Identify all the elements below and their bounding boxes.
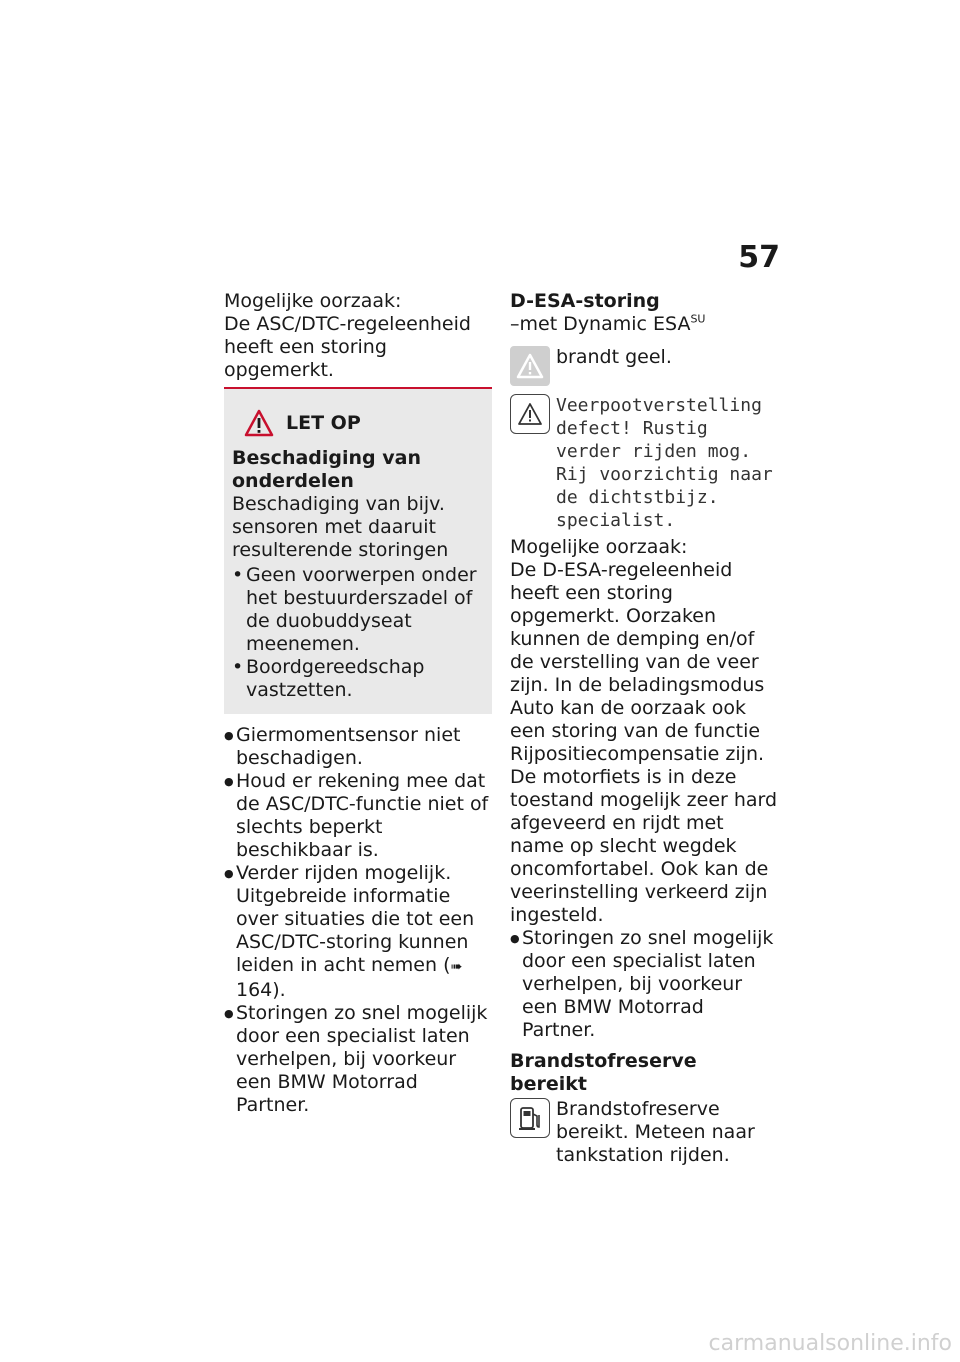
- left-column: [224, 290, 492, 1117]
- cause-text: De D-ESA-regeleenheid heeft een storing opgemerkt. Oorzaken kunnen de demping en/of de verstelling van de veer zijn. In de beladingsmodus Auto kan de oorzaak ook een storing van de functie Rijpositiecompensatie zijn. De motorfiets is in deze toestand mogelijk zeer hard afgeveerd en rijdt met name op slecht wegdek oncomfortabel. Ook kan de veerinstelling verkeerd zijn ingesteld.: [510, 559, 778, 926]
- page-number: 57: [738, 240, 780, 275]
- list-item-text: Verder rijden mogelijk. Uitgebreide informatie over situaties die tot een ASC/DTC-storing kunnen leiden in acht nemen: [236, 862, 475, 976]
- page-reference[interactable]: (➠ 164).: [236, 954, 462, 1001]
- list-item: ● Giermomentsensor niet beschadigen.: [224, 724, 492, 770]
- right-column: [510, 290, 780, 1167]
- fuel-heading: Brandstofreserve bereikt: [510, 1050, 697, 1095]
- warning-list-item: • Geen voorwerpen onder het bestuurderszadel of de duobuddyseat meenemen.: [232, 564, 484, 656]
- lamp-text: brandt geel.: [556, 346, 672, 368]
- warning-lamp-icon: [510, 346, 550, 386]
- right-bullet-list: [510, 927, 780, 1042]
- cause-label: Mogelijke oorzaak:: [510, 536, 688, 558]
- list-item: ● Houd er rekening mee dat de ASC/DTC-functie niet of slechts beperkt beschikbaar is.: [224, 770, 492, 862]
- warning-subtitle: Beschadiging van onderdelen: [232, 447, 421, 492]
- cause-label: Mogelijke oorzaak:: [224, 290, 402, 312]
- indicator-lamp-row: [510, 346, 780, 386]
- general-warning-icon: [510, 394, 550, 434]
- warning-list: [232, 564, 484, 702]
- fuel-pump-icon: [510, 1098, 550, 1138]
- warning-title: LET OP: [286, 411, 361, 434]
- warning-triangle-icon: [244, 409, 274, 437]
- display-message: Veerpootverstelling defect! Rustig verder rijden mog. Rij voorzichtig naar de dichtstbijz. specialist.: [556, 395, 773, 531]
- fuel-row: [510, 1098, 780, 1167]
- list-item: ● Storingen zo snel mogelijk door een specialist laten verhelpen, bij voorkeur een BMW Motorrad Partner.: [224, 1002, 492, 1117]
- section-subheading: –met Dynamic $ESA^{SU}$: [510, 312, 706, 335]
- warning-body: Beschadiging van bijv. sensoren met daaruit resulterende storingen: [232, 493, 449, 561]
- display-message-row: [510, 394, 780, 532]
- reference-page: 164: [236, 979, 273, 1001]
- warning-list-item: • Boordgereedschap vastzetten.: [232, 656, 484, 702]
- section-heading: D-ESA-storing: [510, 290, 660, 312]
- list-item: [224, 862, 492, 1002]
- equipment-superscript: SU: [690, 312, 706, 326]
- warning-header: [244, 409, 484, 437]
- warning-box: [224, 389, 492, 714]
- left-bullet-list: [224, 724, 492, 1117]
- cause-text: De ASC/DTC-regeleenheid heeft een storing opgemerkt.: [224, 313, 471, 381]
- list-item: ● Storingen zo snel mogelijk door een specialist laten verhelpen, bij voorkeur een BMW Motorrad Partner.: [510, 927, 780, 1042]
- fuel-text: Brandstofreserve bereikt. Meteen naar tankstation rijden.: [556, 1098, 755, 1166]
- watermark: carmanualsonline.info: [708, 1331, 952, 1356]
- reference-arrow-icon: ➠: [450, 959, 462, 975]
